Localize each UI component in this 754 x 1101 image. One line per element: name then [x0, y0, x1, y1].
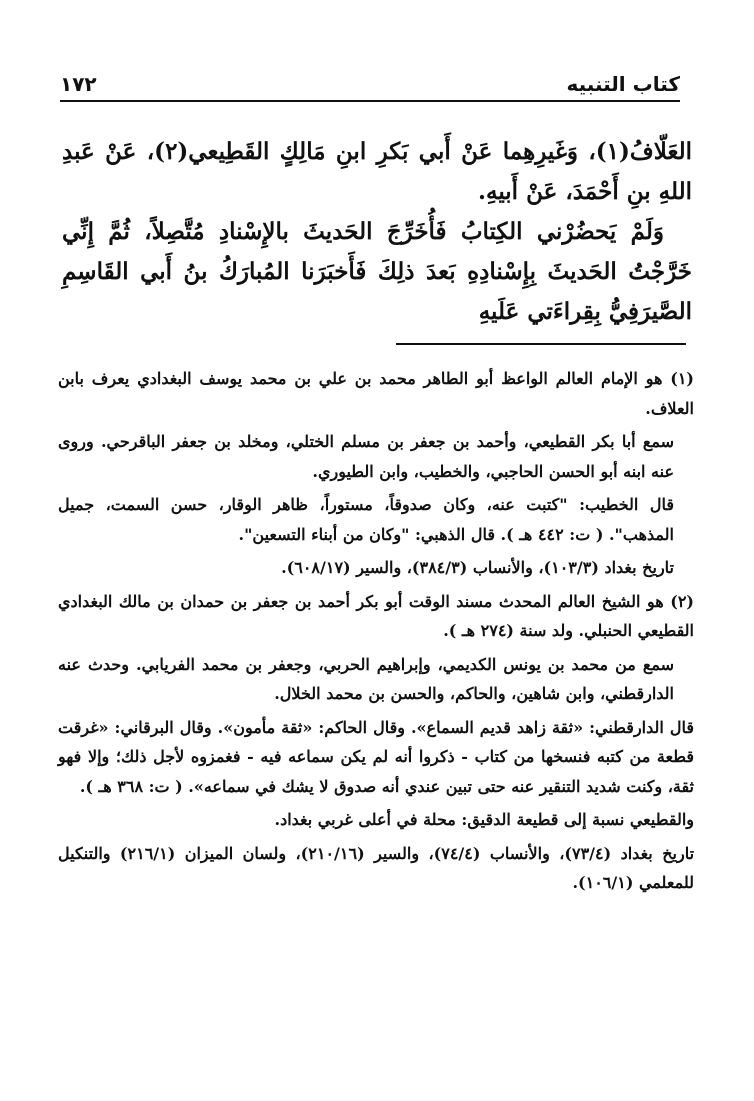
- footnote-1-intro: (١) هو الإمام العالم الواعظ أبو الطاهر محمد بن علي بن محمد يوسف البغدادي يعرف بابن العلاف.: [58, 369, 694, 418]
- footnotes: [58, 364, 694, 902]
- page-header: [60, 62, 680, 102]
- footnote-2-paragraph: قال الدارقطني: «ثقة زاهد قديم السماع». وقال الحاكم: «ثقة مأمون». وقال البرقاني: «غرقت قطعة من كتبه فنسخها من كتاب - ذكروا أنه لم يكن سماعه فيه - فغمزوه لأجل ذلك؛ وإلا فهو ثقة، وكنت شديد التنقير عنه حتى تبين عندي أنه صدوق لا يشك في سماعه». ( ت: ٣٦٨ هـ ).: [58, 717, 694, 796]
- footnote-1-sources: تاريخ بغداد (١٠٣/٣)، والأنساب (٣٨٤/٣)، والسير (٦٠٨/١٧).: [281, 558, 674, 577]
- footnote-2-paragraph: سمع من محمد بن يونس الكديمي، وإبراهيم الحربي، وجعفر بن محمد الفريابي. وحدث عنه الدارقطني، وابن شاهين، والحاكم، والحسن بن محمد الخلال.: [58, 654, 674, 703]
- footnote-2-intro: (٢) هو الشيخ العالم المحدث مسند الوقت أبو بكر أحمد بن جعفر بن حمدان بن مالك البغدادي القطيعي الحنبلي. ولد سنة (٢٧٤ هـ ).: [58, 591, 694, 640]
- main-text: [62, 132, 692, 332]
- footnote-divider: [396, 343, 686, 345]
- main-paragraph-1: العَلّافُ(١)، وَغَيرِهِما عَنْ أَبي بَكرِ ابنِ مَالِكٍ القَطِيعي(٢)، عَنْ عَبدِ اللهِ بنِ أَحْمَدَ، عَنْ أَبيهِ.: [62, 138, 692, 205]
- footnote-2-paragraph: والقطيعي نسبة إلى قطيعة الدقيق: محلة في أعلى غربي بغداد.: [274, 810, 694, 829]
- footnote-1-paragraph: قال الخطيب: "كتبت عنه، وكان صدوقاً، مستوراً، ظاهر الوقار، حسن السمت، جميل المذهب". ( ت: ٤٤٢ هـ ). قال الذهبي: "وكان من أبناء التسعين".: [58, 495, 674, 544]
- page-number: ١٧٢: [60, 72, 97, 96]
- book-title: كتاب التنبيه: [566, 72, 680, 96]
- footnote-1-paragraph: سمع أبا بكر القطيعي، وأحمد بن جعفر بن مسلم الختلي، ومخلد بن جعفر الباقرحي. وروى عنه ابنه أبو الحسن الحاجبي، والخطيب، وابن الطيوري.: [58, 432, 674, 481]
- footnote-2-sources: تاريخ بغداد (٧٣/٤)، والأنساب (٧٤/٤)، والسير (٢١٠/١٦)، ولسان الميزان (٢١٦/١) والتنكيل للمعلمي (١٠٦/١).: [58, 843, 695, 892]
- main-paragraph-2: وَلَمْ يَحضُرْني الكِتابُ فَأُخَرِّجَ الحَديثَ بالإِسْنادِ مُتَّصِلاً، ثُمَّ إِنِّي خَرَّجْتُ الحَديثَ بِإِسْنادِهِ بَعدَ ذلِكَ فَأَخبَرَنا المُبارَكُ بنُ أَبي القَاسِمِ الصَّيرَفِيُّ بِقِراءَتي عَلَيهِ: [62, 218, 692, 325]
